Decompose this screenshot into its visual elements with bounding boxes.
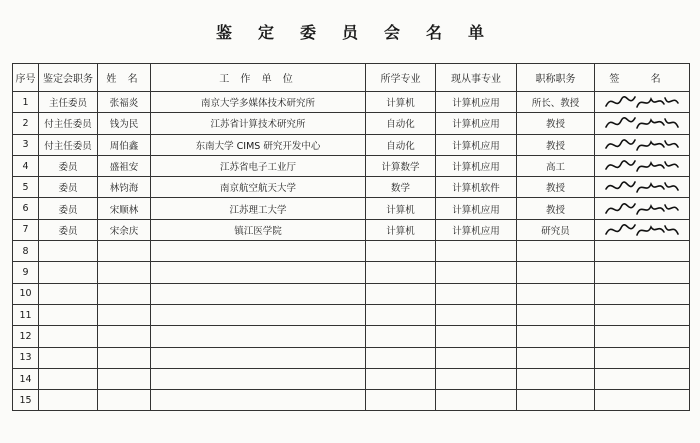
header-signature: 签 名 [595,64,690,92]
signature-cell [595,347,690,368]
row-role [39,304,98,325]
row-title [517,347,595,368]
row-unit [151,262,366,283]
table-row [13,134,690,155]
row-role [39,326,98,347]
row-seq: 7 [13,219,39,240]
row-major: 自动化 [366,134,436,155]
title-char: 员 [341,23,358,42]
row-role [39,241,98,262]
signature-image [595,113,690,134]
row-current-major: 计算机应用 [436,134,517,155]
row-seq: 3 [13,134,39,155]
table-row [13,92,690,113]
row-name [98,326,151,347]
row-major: 计算数学 [366,155,436,176]
row-current-major: 计算机应用 [436,92,517,113]
row-current-major [436,283,517,304]
row-unit: 江苏省计算技术研究所 [151,113,366,134]
signature-image [595,92,690,113]
signature-cell [595,326,690,347]
row-seq: 6 [13,198,39,219]
table-row [13,368,690,389]
title-char: 鉴 [215,23,232,42]
row-major [366,283,436,304]
row-name: 盛祖安 [98,155,151,176]
row-title [517,304,595,325]
row-unit [151,283,366,304]
row-role [39,390,98,411]
row-name: 林钧海 [98,177,151,198]
row-unit: 镇江医学院 [151,219,366,240]
row-role: 委员 [39,177,98,198]
row-seq: 4 [13,155,39,176]
row-unit [151,304,366,325]
row-major: 计算机 [366,198,436,219]
row-title: 研究员 [517,219,595,240]
row-major [366,390,436,411]
row-current-major [436,262,517,283]
row-name [98,283,151,304]
row-unit: 江苏省电子工业厅 [151,155,366,176]
header-unit: 工 作 单 位 [151,64,366,92]
row-current-major [436,304,517,325]
row-current-major [436,368,517,389]
row-seq: 12 [13,326,39,347]
row-current-major [436,241,517,262]
row-seq: 11 [13,304,39,325]
row-role: 委员 [39,219,98,240]
row-title [517,326,595,347]
signature-cell [595,283,690,304]
row-seq: 15 [13,390,39,411]
row-unit: 东南大学 CIMS 研究开发中心 [151,134,366,155]
row-unit: 南京航空航天大学 [151,177,366,198]
row-title [517,368,595,389]
row-title: 所长、教授 [517,92,595,113]
header-role: 鉴定会职务 [39,64,98,92]
row-current-major [436,347,517,368]
header-seq: 序号 [13,64,39,92]
row-role: 付主任委员 [39,113,98,134]
row-current-major [436,390,517,411]
table-body [13,92,690,411]
row-title: 教授 [517,134,595,155]
row-major [366,304,436,325]
row-seq: 1 [13,92,39,113]
title-char: 单 [468,23,485,42]
signature-image [595,219,690,240]
row-role: 委员 [39,198,98,219]
row-role: 付主任委员 [39,134,98,155]
row-major [366,326,436,347]
row-unit: 江苏理工大学 [151,198,366,219]
table-row [13,304,690,325]
signature-cell [595,368,690,389]
row-seq: 14 [13,368,39,389]
table-row [13,113,690,134]
row-role: 主任委员 [39,92,98,113]
row-name [98,304,151,325]
row-title: 高工 [517,155,595,176]
row-name [98,241,151,262]
row-role [39,262,98,283]
header-major: 所学专业 [366,64,436,92]
table-row [13,326,690,347]
row-major: 数学 [366,177,436,198]
title-char: 定 [257,23,274,42]
row-name: 钱为民 [98,113,151,134]
signature-cell [595,262,690,283]
row-seq: 8 [13,241,39,262]
signature-image [595,177,690,198]
row-name [98,347,151,368]
table-row [13,155,690,176]
row-title: 教授 [517,177,595,198]
row-title [517,241,595,262]
row-major [366,262,436,283]
table-row [13,198,690,219]
table-row [13,219,690,240]
row-title [517,390,595,411]
row-role: 委员 [39,155,98,176]
row-name: 张福炎 [98,92,151,113]
row-seq: 13 [13,347,39,368]
row-seq: 9 [13,262,39,283]
row-title: 教授 [517,113,595,134]
table-row [13,283,690,304]
table-header [13,64,690,92]
signature-cell [595,304,690,325]
row-unit [151,241,366,262]
row-current-major: 计算机应用 [436,198,517,219]
row-unit [151,390,366,411]
signature-image [595,155,690,176]
row-name [98,368,151,389]
row-major: 计算机 [366,92,436,113]
row-major: 自动化 [366,113,436,134]
title-char: 会 [384,23,401,42]
row-role [39,368,98,389]
row-current-major: 计算机应用 [436,155,517,176]
row-title [517,262,595,283]
table-row [13,241,690,262]
header-title: 职称职务 [517,64,595,92]
row-name: 宋余庆 [98,219,151,240]
row-major [366,241,436,262]
row-current-major [436,326,517,347]
table-row [13,347,690,368]
signature-cell [595,241,690,262]
row-seq: 10 [13,283,39,304]
committee-roster-table [12,63,690,411]
table-row [13,390,690,411]
row-name: 周伯鑫 [98,134,151,155]
header-current-major: 现从事专业 [436,64,517,92]
document-title [0,20,700,43]
signature-cell [595,390,690,411]
title-char: 委 [299,23,316,42]
row-name: 宋顺林 [98,198,151,219]
table-row [13,262,690,283]
row-major: 计算机 [366,219,436,240]
row-current-major: 计算机软件 [436,177,517,198]
title-char: 名 [426,23,443,42]
row-title [517,283,595,304]
row-name [98,390,151,411]
row-current-major: 计算机应用 [436,219,517,240]
table-row [13,177,690,198]
row-seq: 2 [13,113,39,134]
row-major [366,347,436,368]
row-current-major: 计算机应用 [436,113,517,134]
signature-image [595,134,690,155]
row-major [366,368,436,389]
row-unit [151,368,366,389]
row-title: 教授 [517,198,595,219]
header-row [13,64,690,92]
row-role [39,347,98,368]
row-unit: 南京大学多媒体技术研究所 [151,92,366,113]
signature-image [595,198,690,219]
row-seq: 5 [13,177,39,198]
header-name: 姓 名 [98,64,151,92]
row-unit [151,326,366,347]
row-unit [151,347,366,368]
row-name [98,262,151,283]
row-role [39,283,98,304]
